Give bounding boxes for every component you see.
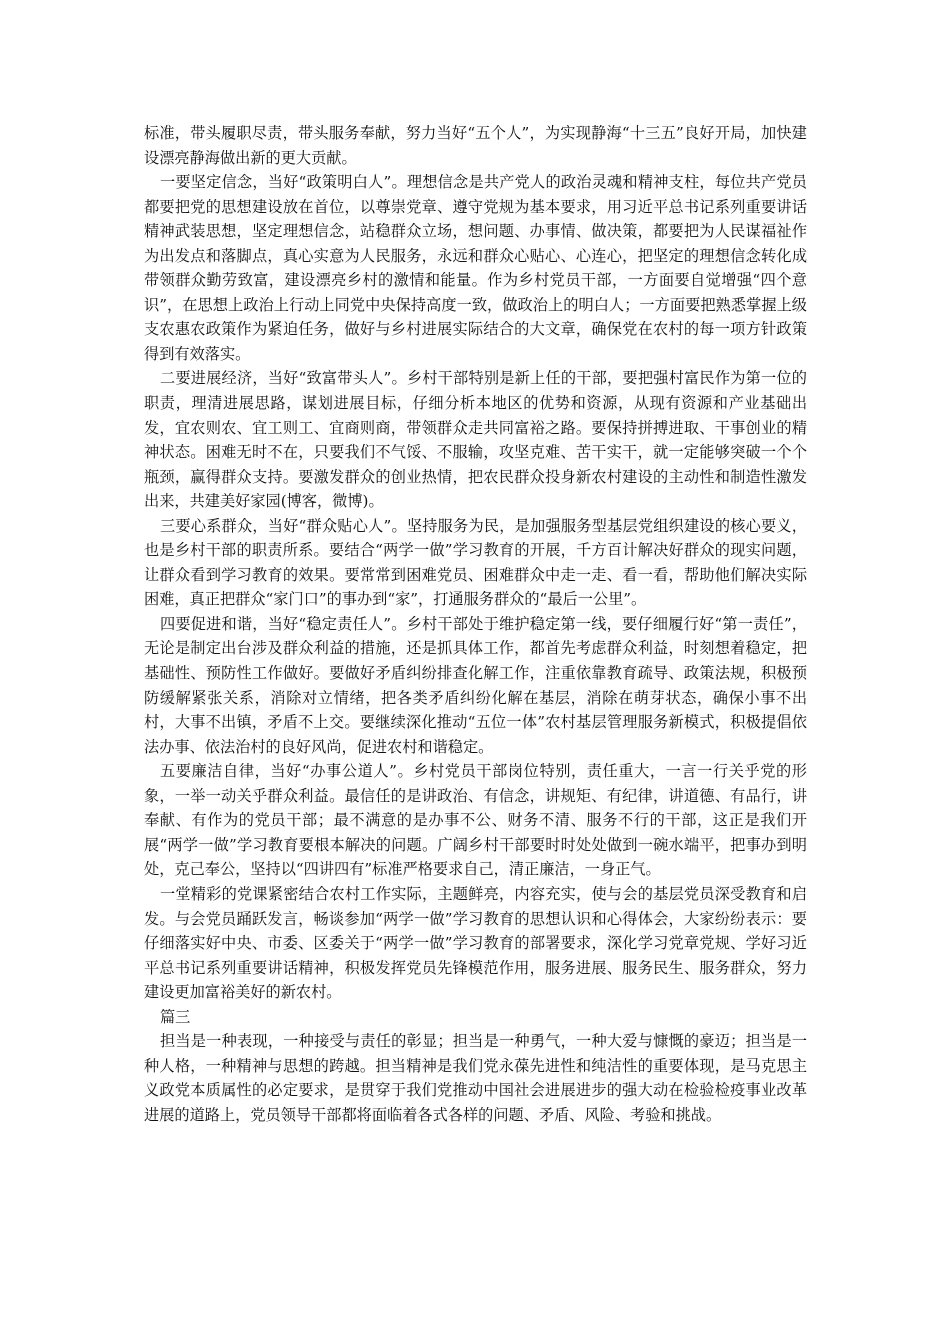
paragraph-promote-harmony: 四要促进和谐，当好“稳定责任人”。乡村干部处于维护稳定第一线，要仔细履行好“第一责任”，无论是制定出台涉及群众利益的措施，还是抓具体工作，都首先考虑群众利益，时刻想着稳定，把基础性、预防性工作做好。要做好矛盾纠纷排查化解工作，注重依靠教育疏导、政策法规，积极预防缓解紧张关系，消除对立情绪，把各类矛盾纠纷化解在基层，消除在萌芽状态，确保小事不出村，大事不出镇，矛盾不上交。要继续深化推动“五位一体”农村基层管理服务新模式，积极提倡依法办事、依法治村的良好风尚，促进农村和谐稳定。 (144, 614, 807, 756)
paragraph-care-for-masses: 三要心系群众，当好“群众贴心人”。坚持服务为民，是加强服务型基层党组织建设的核心要义，也是乡村干部的职责所系。要结合“两学一做”学习教育的开展，千方百计解决好群众的现实问题，让群众看到学习教育的效果。要常常到困难党员、困难群众中走一走、看一看，帮助他们解决实际困难，真正把群众“家门口”的事办到“家”，打通服务群众的“最后一公里”。 (144, 516, 807, 609)
paragraph-integrity: 五要廉洁自律，当好“办事公道人”。乡村党员干部岗位特别，责任重大，一言一行关乎党的形象，一举一动关乎群众利益。最信任的是讲政治、有信念，讲规矩、有纪律，讲道德、有品行，讲奉献、有作为的党员干部；最不满意的是办事不公、财务不清、服务不行的干部，这正是我们开展“两学一做”学习教育要根本解决的问题。广阔乡村干部要时时处处做到一碗水端平，把事办到明处，克己奉公，坚持以“四讲四有”标准严格要求自己，清正廉洁，一身正气。 (144, 762, 807, 879)
paragraph-develop-economy: 二要进展经济，当好“致富带头人”。乡村干部特别是新上任的干部，要把强村富民作为第一位的职责，理清进展思路，谋划进展目标，仔细分析本地区的优势和资源，从现有资源和产业基础出发，宜农则农、宜工则工、宜商则商，带领群众走共同富裕之路。要保持拼搏进取、干事创业的精神状态。困难无时不在，只要我们不气馁、不服输，攻坚克难、苦干实干，就一定能够突破一个个瓶颈，赢得群众支持。要激发群众的创业热情，把农民群众投身新农村建设的主动性和制造性激发出来，共建美好家园(博客，微博)。 (144, 369, 807, 511)
document-page (144, 121, 807, 1127)
section-heading: 篇三 (159, 1007, 191, 1026)
paragraph-opening: 标准，带头履职尽责，带头服务奉献，努力当好“五个人”，为实现静海“十三五”良好开局，加快建设漂亮静海做出新的更大贡献。 (144, 124, 807, 167)
paragraph-firm-belief: 一要坚定信念，当好“政策明白人”。理想信念是共产党人的政治灵魂和精神支柱，每位共产党员都要把党的思想建设放在首位，以尊崇党章、遵守党规为基本要求，用习近平总书记系列重要讲话精神武装思想，坚定理想信念，站稳群众立场，想问题、办事情、做决策，都要把为人民谋福祉作为出发点和落脚点，真心实意为人民服务，永远和群众心贴心、心连心，把坚定的理想信念转化成带领群众勤劳致富，建设漂亮乡村的激情和能量。作为乡村党员干部，一方面要自觉增强“四个意识”，在思想上政治上行动上同党中央保持高度一致，做政治上的明白人；一方面要把熟悉掌握上级支农惠农政策作为紧迫任务，做好与乡村进展实际结合的大文章，确保党在农村的每一项方针政策得到有效落实。 (144, 173, 807, 363)
paragraph-responsibility: 担当是一种表现，一种接受与责任的彰显；担当是一种勇气，一种大爱与慷慨的豪迈；担当是一种人格，一种精神与思想的跨越。担当精神是我们党永葆先进性和纯洁性的重要体现，是马克思主义政党本质属性的必定要求，是贯穿于我们党推动中国社会进展进步的强大动在检验检疫事业改革进展的道路上，党员领导干部都将面临着各式各样的问题、矛盾、风险、考验和挑战。 (144, 1032, 807, 1124)
paragraph-party-lesson-summary: 一堂精彩的党课紧密结合农村工作实际，主题鲜亮，内容充实，使与会的基层党员深受教育和启发。与会党员踊跃发言，畅谈参加“两学一做”学习教育的思想认识和心得体会，大家纷纷表示：要仔细落实好中央、市委、区委关于“两学一做”学习教育的部署要求，深化学习党章党规、学好习近平总书记系列重要讲话精神，积极发挥党员先锋模范作用，服务进展、服务民生、服务群众，努力建设更加富裕美好的新农村。 (144, 884, 807, 1002)
